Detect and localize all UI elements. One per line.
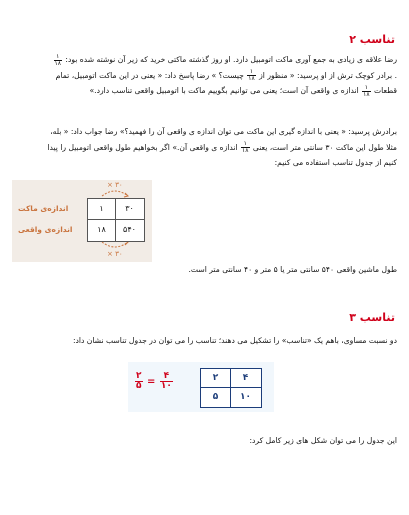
fraction-numerator: ۴ [160, 372, 173, 382]
row-label-real-size: اندازه‌ی واقعی [18, 225, 73, 234]
table-cell: ۳۰ [125, 204, 134, 213]
section-heading-proportion-3: تناسب ۳ [349, 311, 395, 324]
paragraph-intro [9, 52, 397, 99]
fraction-denominator: ۱۸ [242, 147, 249, 154]
multiplier-top: × ۳۰ [107, 181, 123, 189]
paragraph-conclusion: طول ماشین واقعی ۵۴۰ سانتی متر یا ۵ متر و ۴۰ سانتی متر است. [188, 265, 397, 274]
text-line: قطعات [374, 86, 397, 95]
paragraph-instruction: این جدول را می توان شکل های زیر کامل کرد: [249, 436, 397, 445]
table-cell: ۴ [242, 373, 249, 383]
fraction-denominator: ۱۸ [248, 75, 255, 82]
section-heading-proportion-2: تناسب ۲ [349, 33, 395, 46]
fraction-denominator: ۱۸ [363, 90, 370, 98]
text-line: برادرش پرسید: « یعنی با اندازه گیری این ماکت می توان اندازه ی واقعی آن را فهمید؟» رضا جواب داد: « بله، [50, 127, 397, 136]
text-line: . برادر کوچک ترش از او پرسید: « منظور از [259, 70, 397, 80]
table-cell: ۱۸ [97, 225, 106, 234]
fraction [247, 69, 255, 82]
table-cell: ۲ [212, 373, 219, 383]
ratio-table-figure [12, 180, 152, 262]
fraction [160, 372, 173, 391]
text-line: اندازه ی واقعی آن.» اگر بخواهیم طول واقعی اتومبیل را پیدا [47, 142, 238, 152]
text-line: چیست؟ » رضا پاسخ داد: « یعنی در این ماکت اتومبیل، تمام [55, 70, 244, 80]
fraction-numerator: ۱ [241, 141, 249, 148]
table-cell: ۱ [99, 204, 104, 213]
fraction-denominator: ۱۸ [54, 59, 61, 67]
multiplier-bottom: × ۳۰ [107, 250, 123, 258]
fraction-denominator: ۵ [136, 381, 142, 391]
fraction-numerator: ۲ [136, 371, 142, 381]
ratio-table [87, 198, 145, 242]
fraction [54, 54, 62, 67]
fraction [241, 141, 249, 154]
row-label-model-size: اندازه‌ی ماکت [18, 204, 69, 213]
proportion-equation [134, 372, 174, 391]
text-line: کنیم از جدول تناسب استفاده می کنیم: [274, 158, 397, 167]
proportion-table [200, 368, 262, 408]
text-line: مثلا طول این ماکت ۳۰ سانتی متر است، یعنی [252, 142, 397, 152]
paragraph-question [9, 124, 397, 171]
fraction-numerator: ۱ [247, 69, 255, 76]
table-cell: ۵۴۰ [123, 225, 136, 234]
fraction [135, 372, 143, 391]
text-line: رضا علاقه ی زیادی به جمع آوری ماکت اتومبیل دارد. او روز گذشته ماکتی خرید که زیر آن نوشته شده بود: [65, 55, 397, 64]
table-cell: ۵ [212, 392, 219, 402]
equals-sign: = [146, 376, 156, 388]
fraction-numerator: ۱ [362, 85, 370, 92]
text-line: اندازه ی واقعی آن است؛ یعنی می توانیم بگوییم ماکت با اتومبیل واقعی تناسب دارد.» [89, 86, 359, 95]
table-cell: ۱۰ [240, 392, 251, 402]
paragraph-definition: دو نسبت مساوی، باهم یک «تناسب» را تشکیل می دهند؛ تناسب را می توان در جدول تناسب نشان داد: [72, 336, 397, 345]
proportion-figure [128, 362, 274, 412]
fraction-denominator: ۱۰ [160, 381, 172, 391]
fraction [362, 85, 370, 98]
fraction-numerator: ۱ [54, 54, 62, 61]
